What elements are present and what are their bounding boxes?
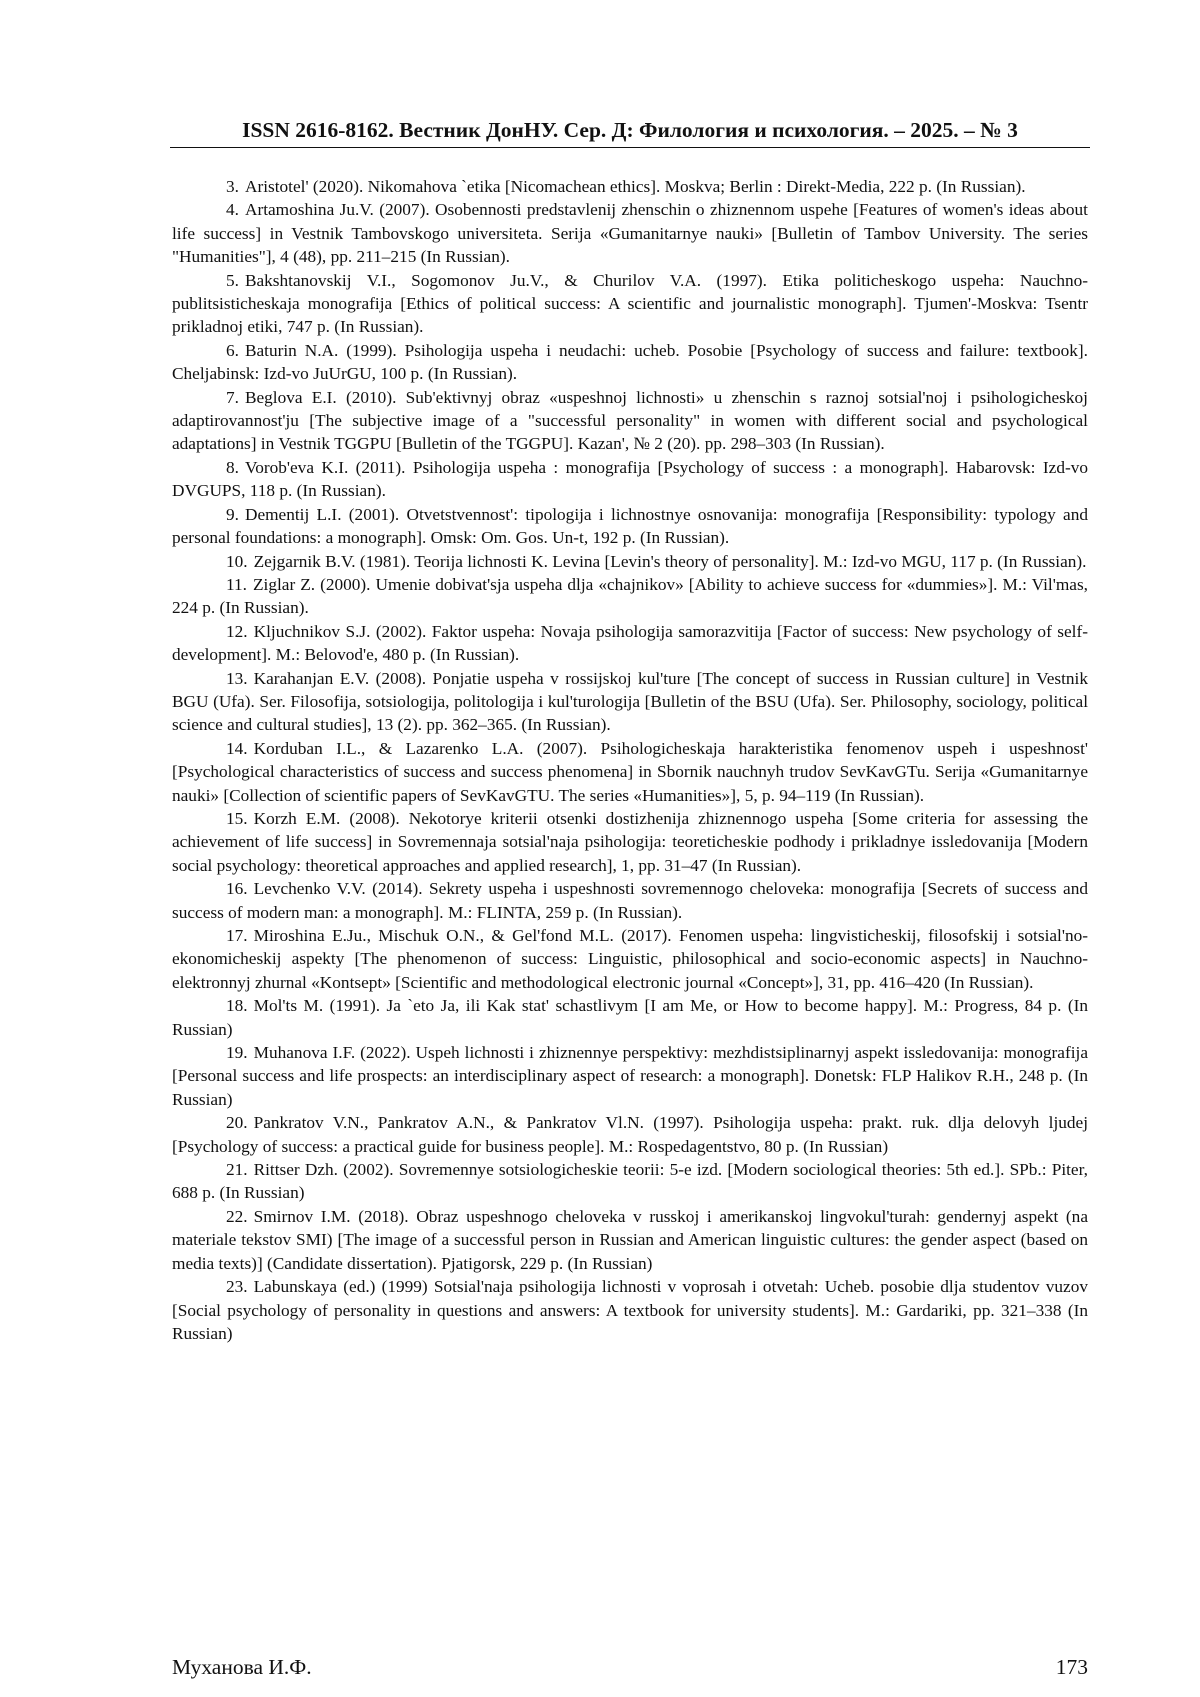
reference-number: 19. <box>226 1043 248 1063</box>
reference-number: 6. <box>226 340 239 360</box>
reference-number: 11. <box>226 574 247 594</box>
reference-item <box>172 924 1088 994</box>
reference-number: 15. <box>226 808 248 828</box>
reference-item <box>172 737 1088 807</box>
reference-text: Zejgarnik B.V. (1981). Teorija lichnosti K. Levina [Levin's theory of personality]. M.: Izd-vo MGU, 117 p. (In Russian). <box>253 551 1087 571</box>
reference-text: Vorob'eva K.I. (2011). Psihologija uspeha : monografija [Psychology of success : a monograph]. Habarovsk: Izd-vo DVGUPS, 118 p. (In Russian). <box>172 457 1088 501</box>
reference-number: 21. <box>226 1160 248 1180</box>
page-number: 173 <box>1055 1655 1088 1679</box>
reference-text: Labunskaya (ed.) (1999) Sotsial'naja psihologija lichnosti v voprosah i otvetah: Ucheb. posobie dlja studentov vuzov [Social psychology of personality in questions and answers: A textbook for university students]. M.: Gardariki, pp. 321–338 (In Russian) <box>172 1277 1088 1343</box>
reference-text: Korduban I.L., & Lazarenko L.A. (2007). Psihologicheskaja harakteristika fenomenov uspeh i uspeshnost' [Psychological characteristics of success and success phenomena] in Sbornik nauchnyh trudov SevKavGTu. Serija «Gumanitarnye nauki» [Collection of scientific papers of SevKavGTU. The series «Humanities»], 5, p. 94–119 (In Russian). <box>172 738 1088 805</box>
reference-number: 20. <box>226 1113 248 1133</box>
reference-item <box>172 269 1088 339</box>
reference-text: Baturin N.A. (1999). Psihologija uspeha i neudachi: ucheb. Posobie [Psychology of success and failure: textbook]. Cheljabinsk: Izd-vo JuUrGU, 100 p. (In Russian). <box>172 340 1088 384</box>
reference-item <box>172 339 1088 386</box>
reference-number: 8. <box>226 457 239 477</box>
reference-item <box>172 1111 1088 1158</box>
reference-item <box>172 877 1088 924</box>
reference-number: 3. <box>226 177 239 196</box>
reference-text: Ziglar Z. (2000). Umenie dobivat'sja uspeha dlja «chajnikov» [Ability to achieve success for «dummies»]. M.: Vil'mas, 224 p. (In Russian). <box>172 574 1088 618</box>
reference-number: 9. <box>226 504 239 524</box>
reference-text: Beglova E.I. (2010). Sub'ektivnyj obraz «uspeshnoj lichnosti» u zhenschin s raznoj sotsial'noj i psihologicheskoj adaptirovannost'ju [The subjective image of a "successful personality" in women with different social and psychological adaptations] in Vestnik TGGPU [Bulletin of the TGGPU]. Kazan', № 2 (20). pp. 298–303 (In Russian). <box>172 387 1088 454</box>
reference-text: Korzh E.M. (2008). Nekotorye kriterii otsenki dostizhenija zhiznennogo uspeha [Some criteria for assessing the achievement of life success] in Sovremennaja sotsial'naja psihologija: teoreticheskie podhody i prikladnye issledovanija [Modern social psychology: theoretical approaches and applied research], 1, pp. 31–47 (In Russian). <box>172 808 1088 875</box>
reference-text: Rittser Dzh. (2002). Sovremennye sotsiologicheskie teorii: 5-e izd. [Modern sociological theories: 5th ed.]. SPb.: Piter, 688 p. (In Russian) <box>172 1160 1088 1203</box>
reference-number: 23. <box>226 1277 248 1297</box>
reference-text: Karahanjan E.V. (2008). Ponjatie uspeha v rossijskoj kul'ture [The concept of success in Russian culture] in Vestnik BGU (Ufa). Ser. Filosofija, sotsiologija, politologija i kul'turologija [Bulletin of the BSU (Ufa). Ser. Philosophy, sociology, political science and cultural studies], 13 (2). pp. 362–365. (In Russian). <box>172 668 1088 735</box>
footer-author: Муханова И.Ф. <box>172 1655 312 1679</box>
reference-number: 17. <box>226 926 248 945</box>
reference-number: 18. <box>226 996 248 1016</box>
reference-number: 16. <box>226 879 248 899</box>
reference-item <box>172 550 1088 573</box>
reference-item <box>172 667 1088 737</box>
reference-text: Muhanova I.F. (2022). Uspeh lichnosti i zhiznennye perspektivy: mezhdistsiplinarnyj aspekt issledovanija: monografija [Personal success and life prospects: an interdisciplinary aspect of research: a monograph]. Donetsk: FLP Halikov R.H., 248 p. (In Russian) <box>172 1043 1088 1109</box>
reference-item <box>172 807 1088 877</box>
reference-text: Levchenko V.V. (2014). Sekrety uspeha i uspeshnosti sovremennogo cheloveka: monografija [Secrets of success and success of modern man: a monograph]. M.: FLINTA, 259 p. (In Russian). <box>172 879 1088 922</box>
reference-text: Bakshtanovskij V.I., Sogomonov Ju.V., & Churilov V.A. (1997). Etika politicheskogo uspeha: Nauchno-publitsisticheskaja monografija [Ethics of political success: A scientific and journalistic monograph]. Tjumen'-Moskva: Tsentr prikladnoj etiki, 747 p. (In Russian). <box>172 270 1088 337</box>
reference-number: 12. <box>226 621 248 641</box>
reference-number: 7. <box>226 387 239 407</box>
reference-item <box>172 386 1088 456</box>
reference-item <box>172 994 1088 1041</box>
reference-item <box>172 1205 1088 1275</box>
reference-item <box>172 1041 1088 1111</box>
running-header: ISSN 2616-8162. Вестник ДонНУ. Сер. Д: Филология и психология. – 2025. – № 3 <box>242 118 1018 142</box>
reference-text: Kljuchnikov S.J. (2002). Faktor uspeha: Novaja psihologija samorazvitija [Factor of success: New psychology of self-development]. M.: Belovod'e, 480 p. (In Russian). <box>172 621 1088 665</box>
reference-number: 22. <box>226 1206 248 1226</box>
reference-text: Dementij L.I. (2001). Otvetstvennost': tipologija i lichnostnye osnovanija: monografija [Responsibility: typology and personal foundations: a monograph]. Omsk: Om. Gos. Un-t, 192 p. (In Russian). <box>172 504 1088 548</box>
reference-list <box>172 175 1088 1345</box>
reference-number: 4. <box>226 200 239 220</box>
reference-number: 5. <box>226 270 239 290</box>
reference-text: Mol'ts M. (1991). Ja `eto Ja, ili Kak stat' schastlivym [I am Me, or How to become happy]. M.: Progress, 84 p. (In Russian) <box>172 996 1088 1039</box>
header-divider <box>170 147 1090 148</box>
reference-item <box>172 456 1088 503</box>
reference-text: Pankratov V.N., Pankratov A.N., & Pankratov Vl.N. (1997). Psihologija uspeha: prakt. ruk. dlja delovyh ljudej [Psychology of success: a practical guide for business people]. M.: Rospedagentstvo, 80 p. (In Russian) <box>172 1113 1088 1156</box>
reference-item <box>172 1158 1088 1205</box>
reference-text: Miroshina E.Ju., Mischuk O.N., & Gel'fond M.L. (2017). Fenomen uspeha: lingvisticheskij, filosofskij i sotsial'no-ekonomicheskij aspekty [The phenomenon of success: Linguistic, philosophical and socio-economic aspects] in Nauchno-elektronnyj zhurnal «Kontsept» [Scientific and methodological electronic journal «Concept»], 31, pp. 416–420 (In Russian). <box>172 926 1088 992</box>
reference-item <box>172 503 1088 550</box>
reference-number: 13. <box>226 668 248 688</box>
reference-number: 10. <box>226 551 248 571</box>
reference-item <box>172 175 1088 198</box>
reference-item <box>172 620 1088 667</box>
reference-text: Artamoshina Ju.V. (2007). Osobennosti predstavlenij zhenschin o zhiznennom uspehe [Features of women's ideas about life success] in Vestnik Tambovskogo universiteta. Serija «Gumanitarnye nauki» [Bulletin of Tambov University. The series "Humanities"], 4 (48), pp. 211–215 (In Russian). <box>172 200 1088 267</box>
reference-item <box>172 1275 1088 1345</box>
reference-text: Smirnov I.M. (2018). Obraz uspeshnogo cheloveka v russkoj i amerikanskoj lingvokul'turah: gendernyj aspekt (na materiale tekstov SMI) [The image of a successful person in Russian and American linguistic cultures: the gender aspect (based on media texts)] (Candidate dissertation). Pjatigorsk, 229 p. (In Russian) <box>172 1206 1088 1273</box>
reference-item <box>172 573 1088 620</box>
reference-text: Aristotel' (2020). Nikomahova `etika [Nicomachean ethics]. Moskva; Berlin : Direkt-Media, 222 p. (In Russian). <box>244 177 1026 196</box>
reference-number: 14. <box>226 738 248 758</box>
reference-item <box>172 198 1088 268</box>
